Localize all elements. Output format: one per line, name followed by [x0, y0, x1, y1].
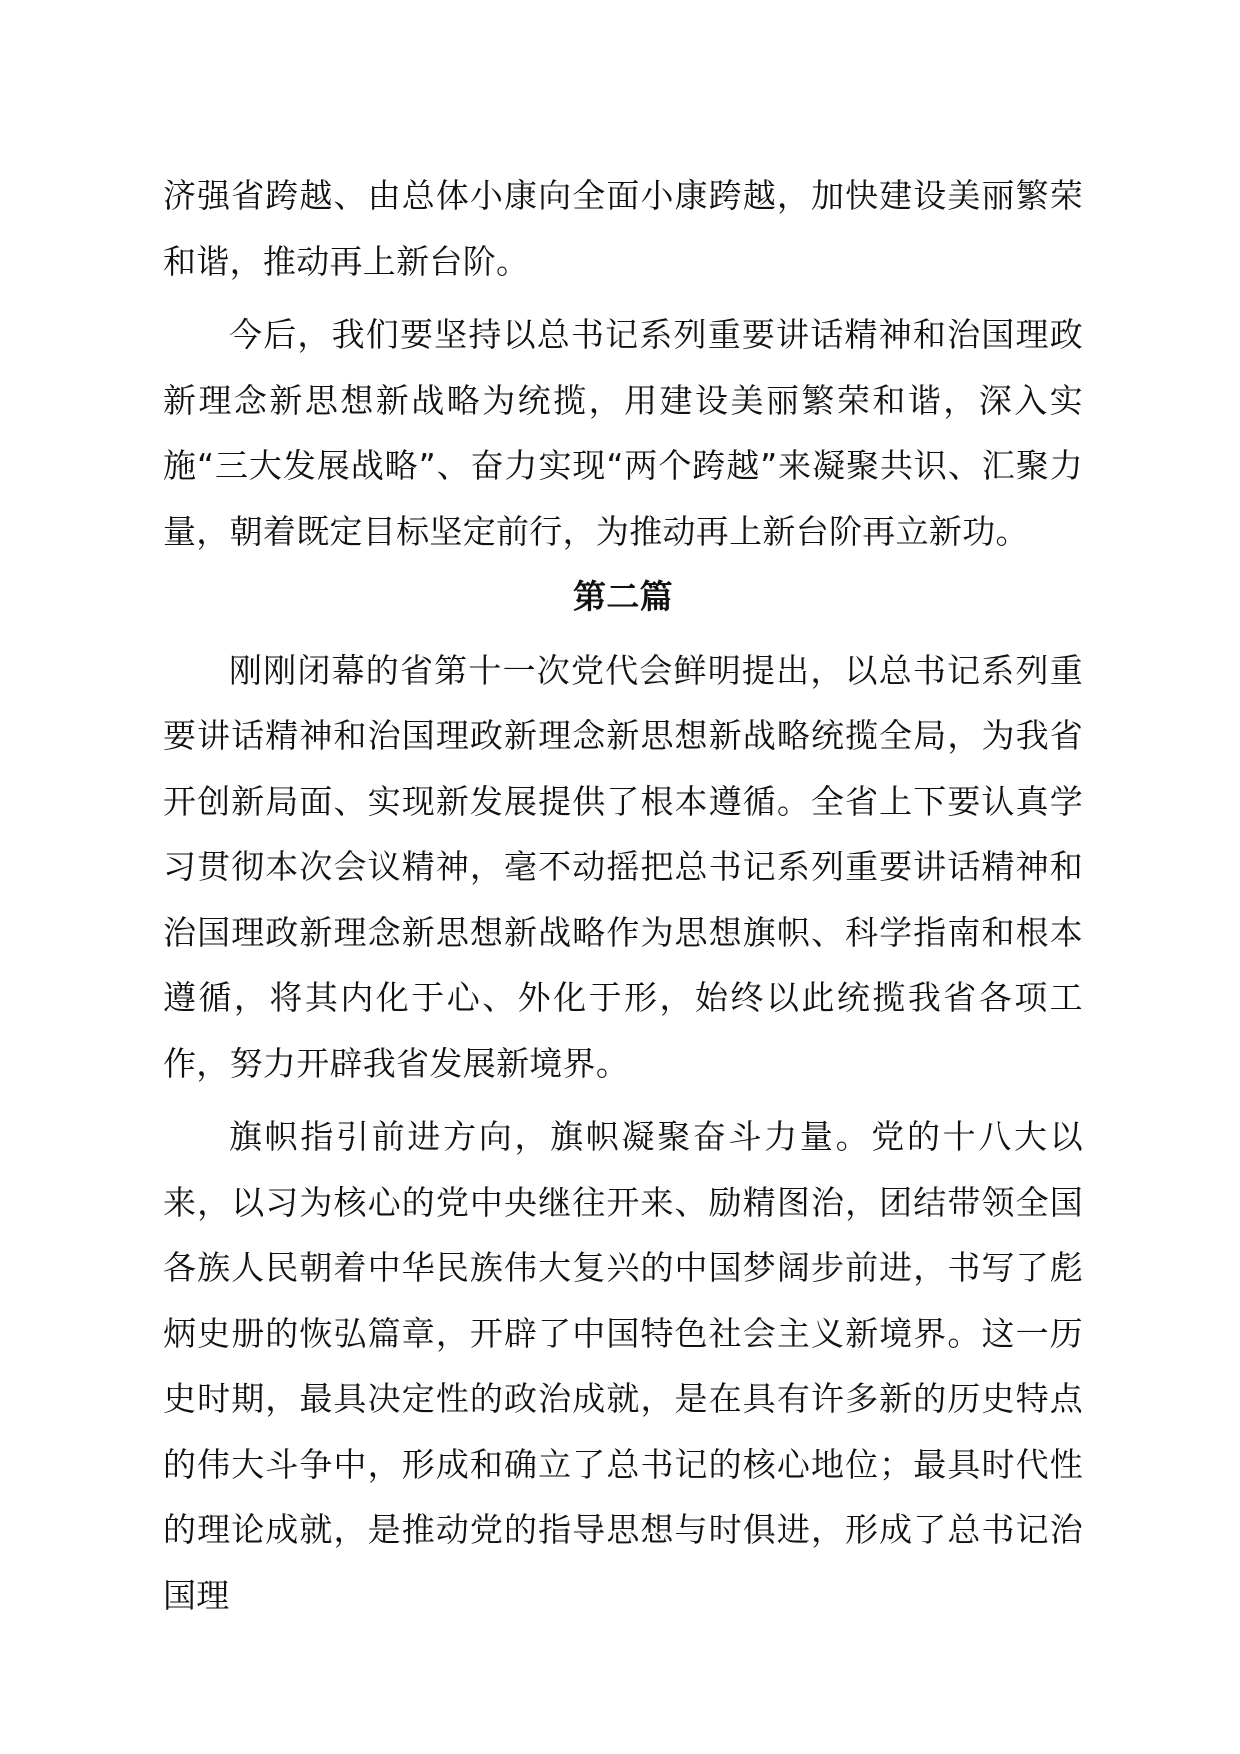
paragraph-banner-guidance: 旗帜指引前进方向，旗帜凝聚奋斗力量。党的十八大以来，以习为核心的党中央继往开来、励精图治，团结带领全国各族人民朝着中华民族伟大复兴的中国梦阔步前进，书写了彪炳史册的恢弘篇章，开辟了中国特色社会主义新境界。这一历史时期，最具决定性的政治成就，是在具有许多新的历史特点的伟大斗争中，形成和确立了总书记的核心地位；最具时代性的理论成就，是推动党的指导思想与时俱进，形成了总书记治国理 — [163, 1117, 1083, 1615]
section-heading: 第二篇 — [573, 577, 673, 616]
document-body — [163, 163, 1083, 1628]
paragraph-future-goals: 今后，我们要坚持以总书记系列重要讲话精神和治国理政新理念新思想新战略为统揽，用建设美丽繁荣和谐，深入实施“三大发展战略”、奋力实现“两个跨越”来凝聚共识、汇聚力量，朝着既定目标坚定前行，为推动再上新台阶再立新功。 — [163, 315, 1083, 551]
paragraph-continued: 济强省跨越、由总体小康向全面小康跨越，加快建设美丽繁荣和谐，推动再上新台阶。 — [163, 176, 1083, 281]
paragraph-party-congress: 刚刚闭幕的省第十一次党代会鲜明提出，以总书记系列重要讲话精神和治国理政新理念新思想新战略统揽全局，为我省开创新局面、实现新发展提供了根本遵循。全省上下要认真学习贯彻本次会议精神，毫不动摇把总书记系列重要讲话精神和治国理政新理念新思想新战略作为思想旗帜、科学指南和根本遵循，将其内化于心、外化于形，始终以此统揽我省各项工作，努力开辟我省发展新境界。 — [163, 650, 1083, 1083]
